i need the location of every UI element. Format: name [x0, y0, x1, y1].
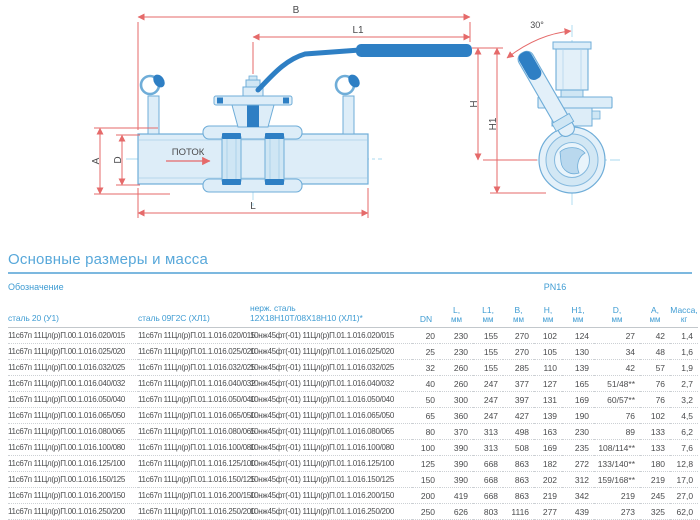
- value-cell: 219: [534, 488, 562, 504]
- valve-drawing-svg: [0, 0, 700, 248]
- value-cell: 133/140**: [594, 456, 640, 472]
- lifting-eye-right: [336, 72, 362, 134]
- value-cell: 80: [412, 424, 440, 440]
- value-cell: 260: [440, 376, 473, 392]
- value-cell: 27: [594, 328, 640, 344]
- designation-cell: 11с67п 11Цл(р)П.01.1.016.080/065: [138, 424, 250, 440]
- designation-cell: 11с67п 11Цл(р)П.00.1.016.020/015: [8, 328, 138, 344]
- value-cell: 1116: [503, 504, 534, 520]
- designation-cell: 11с67п 11Цл(р)П.01.1.016.025/020: [138, 344, 250, 360]
- designation-cell: 11с67п 11Цл(р)П.01.1.016.032/025: [138, 360, 250, 376]
- value-cell: 110: [534, 360, 562, 376]
- value-cell: 668: [473, 472, 503, 488]
- dimensions-table-section: [0, 251, 700, 520]
- value-cell: 60/57**: [594, 392, 640, 408]
- designation-cell: 11с67п 11Цл(р)П.01.1.016.250/200: [138, 504, 250, 520]
- value-cell: 200: [412, 488, 440, 504]
- table-row: [8, 488, 698, 504]
- col-header-steel09: сталь 09Г2С (ХЛ1): [138, 295, 250, 328]
- col-header-b: B, мм: [503, 295, 534, 328]
- value-cell: 863: [503, 472, 534, 488]
- col-header-steel20: сталь 20 (У1): [8, 295, 138, 328]
- value-cell: 230: [440, 328, 473, 344]
- value-cell: 2,7: [670, 376, 698, 392]
- value-cell: 65: [412, 408, 440, 424]
- dim-label-b: B: [292, 5, 300, 16]
- value-cell: 108/114**: [594, 440, 640, 456]
- col-header-stainless-line2: 12Х18Н10Т/08Х18Н10 (ХЛ1)*: [250, 313, 363, 323]
- designation-cell: 11с67п 11Цл(р)П.00.1.016.100/080: [8, 440, 138, 456]
- col-header-d: D, мм: [594, 295, 640, 328]
- designation-cell: 11с67п 11Цл(р)П.01.1.016.050/040: [138, 392, 250, 408]
- designation-cell: 10нж45фт(-01) 11Цл(р)П.01.1.016.150/125: [250, 472, 412, 488]
- value-cell: 390: [440, 472, 473, 488]
- value-cell: 76: [640, 376, 670, 392]
- handle-vertical-cap: [553, 42, 591, 49]
- value-cell: 62,0: [670, 504, 698, 520]
- table-row: [8, 408, 698, 424]
- pn-group-header: PN16: [543, 282, 567, 292]
- value-cell: 219: [594, 488, 640, 504]
- designation-cell: 11с67п 11Цл(р)П.01.1.016.200/150: [138, 488, 250, 504]
- flow-label: ПОТОК: [171, 147, 205, 158]
- value-cell: 133: [640, 440, 670, 456]
- value-cell: 803: [473, 504, 503, 520]
- value-cell: 250: [412, 504, 440, 520]
- designation-cell: 11с67п 11Цл(р)П.00.1.016.250/200: [8, 504, 138, 520]
- value-cell: 247: [473, 408, 503, 424]
- value-cell: 6,2: [670, 424, 698, 440]
- value-cell: 155: [473, 344, 503, 360]
- value-cell: 863: [503, 456, 534, 472]
- value-cell: 626: [440, 504, 473, 520]
- table-row: [8, 504, 698, 520]
- handle-grip: [356, 44, 472, 57]
- designation-cell: 11с67п 11Цл(р)П.00.1.016.065/050: [8, 408, 138, 424]
- value-cell: 202: [534, 472, 562, 488]
- value-cell: 7,6: [670, 440, 698, 456]
- designation-cell: 10нж45фт(-01) 11Цл(р)П.01.1.016.032/025: [250, 360, 412, 376]
- table-row: [8, 376, 698, 392]
- table-row: [8, 472, 698, 488]
- col-header-h1: H1, мм: [562, 295, 594, 328]
- value-cell: 390: [440, 440, 473, 456]
- value-cell: 180: [640, 456, 670, 472]
- designation-cell: 10нж45фт(-01) 11Цл(р)П.01.1.016.065/050: [250, 408, 412, 424]
- designation-cell: 10нж45фт(-01) 11Цл(р)П.01.1.016.250/200: [250, 504, 412, 520]
- value-cell: 182: [534, 456, 562, 472]
- value-cell: 668: [473, 488, 503, 504]
- dim-label-h1: H1: [488, 117, 499, 131]
- value-cell: 139: [534, 408, 562, 424]
- value-cell: 48: [640, 344, 670, 360]
- body-cap-top: [203, 126, 302, 139]
- col-header-h: H, мм: [534, 295, 562, 328]
- value-cell: 159/168**: [594, 472, 640, 488]
- designation-cell: 11с67п 11Цл(р)П.01.1.016.100/080: [138, 440, 250, 456]
- value-cell: 133: [640, 424, 670, 440]
- column-header-row: [8, 295, 698, 328]
- value-cell: 76: [640, 392, 670, 408]
- front-view: [126, 44, 472, 206]
- designation-cell: 10нж45фт(-01) 11Цл(р)П.01.1.016.040/032: [250, 376, 412, 392]
- value-cell: 125: [412, 456, 440, 472]
- value-cell: 57: [640, 360, 670, 376]
- dim-label-a: A: [91, 157, 102, 165]
- value-cell: 124: [562, 328, 594, 344]
- value-cell: 508: [503, 440, 534, 456]
- table-row: [8, 456, 698, 472]
- col-header-stainless: [250, 295, 412, 328]
- dim-label-d: D: [113, 156, 124, 164]
- designation-cell: 10нж45фт(-01) 11Цл(р)П.01.1.016.125/100: [250, 456, 412, 472]
- value-cell: 130: [562, 344, 594, 360]
- side-view: [514, 25, 620, 208]
- value-cell: 100: [412, 440, 440, 456]
- value-cell: 277: [534, 504, 562, 520]
- value-cell: 50: [412, 392, 440, 408]
- designation-cell: 10нж45фт(-01) 11Цл(р)П.01.1.016.050/040: [250, 392, 412, 408]
- designation-cell: 10нж45фт(-01) 11Цл(р)П.01.1.016.020/015: [250, 328, 412, 344]
- stem-nut: [561, 90, 583, 97]
- value-cell: 34: [594, 344, 640, 360]
- value-cell: 169: [534, 440, 562, 456]
- value-cell: 150: [412, 472, 440, 488]
- valve-technical-drawing: [0, 0, 700, 248]
- col-header-a: A, мм: [640, 295, 670, 328]
- value-cell: 270: [503, 328, 534, 344]
- value-cell: 131: [534, 392, 562, 408]
- group-header-row: [8, 275, 698, 295]
- designation-cell: 11с67п 11Цл(р)П.00.1.016.032/025: [8, 360, 138, 376]
- value-cell: 342: [562, 488, 594, 504]
- dim-label-h: H: [469, 100, 480, 108]
- value-cell: 76: [594, 408, 640, 424]
- value-cell: 32: [412, 360, 440, 376]
- value-cell: 155: [473, 328, 503, 344]
- value-cell: 397: [503, 392, 534, 408]
- designation-cell: 11с67п 11Цл(р)П.00.1.016.125/100: [8, 456, 138, 472]
- value-cell: 102: [640, 408, 670, 424]
- table-row: [8, 360, 698, 376]
- bonnet-bolt: [592, 111, 600, 119]
- value-cell: 270: [503, 344, 534, 360]
- bolt-column-left: [222, 133, 241, 185]
- designation-group-header: Обозначение: [8, 282, 64, 292]
- value-cell: 89: [594, 424, 640, 440]
- col-header-l1: L1, мм: [473, 295, 503, 328]
- value-cell: 235: [562, 440, 594, 456]
- value-cell: 419: [440, 488, 473, 504]
- value-cell: 370: [440, 424, 473, 440]
- value-cell: 245: [640, 488, 670, 504]
- designation-cell: 10нж45фт(-01) 11Цл(р)П.01.1.016.080/065: [250, 424, 412, 440]
- value-cell: 325: [640, 504, 670, 520]
- value-cell: 155: [473, 360, 503, 376]
- stem-assembly: [214, 76, 292, 127]
- table-row: [8, 392, 698, 408]
- value-cell: 498: [503, 424, 534, 440]
- value-cell: 247: [473, 392, 503, 408]
- col-header-stainless-line1: нерж. сталь: [250, 303, 296, 313]
- value-cell: 427: [503, 408, 534, 424]
- value-cell: 51/48**: [594, 376, 640, 392]
- value-cell: 139: [562, 360, 594, 376]
- value-cell: 285: [503, 360, 534, 376]
- value-cell: 165: [562, 376, 594, 392]
- designation-cell: 11с67п 11Цл(р)П.01.1.016.040/032: [138, 376, 250, 392]
- value-cell: 230: [562, 424, 594, 440]
- value-cell: 4,5: [670, 408, 698, 424]
- designation-cell: 10нж45фт(-01) 11Цл(р)П.01.1.016.100/080: [250, 440, 412, 456]
- value-cell: 163: [534, 424, 562, 440]
- value-cell: 20: [412, 328, 440, 344]
- dimensions-table: [8, 275, 698, 520]
- value-cell: 300: [440, 392, 473, 408]
- designation-cell: 11с67п 11Цл(р)П.00.1.016.025/020: [8, 344, 138, 360]
- value-cell: 377: [503, 376, 534, 392]
- col-header-dn: DN: [412, 295, 440, 328]
- designation-cell: 11с67п 11Цл(р)П.00.1.016.040/032: [8, 376, 138, 392]
- value-cell: 12,8: [670, 456, 698, 472]
- section-title: Основные размеры и масса: [8, 251, 209, 268]
- value-cell: 863: [503, 488, 534, 504]
- value-cell: 273: [594, 504, 640, 520]
- value-cell: 1,9: [670, 360, 698, 376]
- value-cell: 169: [562, 392, 594, 408]
- value-cell: 190: [562, 408, 594, 424]
- designation-cell: 10нж45фт(-01) 11Цл(р)П.01.1.016.025/020: [250, 344, 412, 360]
- value-cell: 17,0: [670, 472, 698, 488]
- title-rule: [8, 272, 692, 274]
- dim-label-l1: L1: [352, 25, 364, 36]
- value-cell: 25: [412, 344, 440, 360]
- body-cap-bottom: [203, 179, 302, 192]
- dim-label-l: L: [250, 201, 256, 212]
- col-header-mass: Масса, кг: [670, 295, 698, 328]
- designation-cell: 11с67п 11Цл(р)П.00.1.016.200/150: [8, 488, 138, 504]
- value-cell: 247: [473, 376, 503, 392]
- value-cell: 3,2: [670, 392, 698, 408]
- designation-cell: 11с67п 11Цл(р)П.00.1.016.080/065: [8, 424, 138, 440]
- designation-cell: 11с67п 11Цл(р)П.00.1.016.050/040: [8, 392, 138, 408]
- designation-cell: 10нж45фт(-01) 11Цл(р)П.01.1.016.200/150: [250, 488, 412, 504]
- designation-cell: 11с67п 11Цл(р)П.00.1.016.150/125: [8, 472, 138, 488]
- value-cell: 102: [534, 328, 562, 344]
- handle-lever: [258, 50, 360, 90]
- handle-vertical-position: [556, 46, 588, 90]
- table-row: [8, 440, 698, 456]
- value-cell: 260: [440, 360, 473, 376]
- col-header-l: L, мм: [440, 295, 473, 328]
- lifting-eye-left: [141, 72, 167, 134]
- value-cell: 313: [473, 424, 503, 440]
- value-cell: 439: [562, 504, 594, 520]
- designation-cell: 11с67п 11Цл(р)П.01.1.016.150/125: [138, 472, 250, 488]
- value-cell: 42: [640, 328, 670, 344]
- value-cell: 105: [534, 344, 562, 360]
- value-cell: 313: [473, 440, 503, 456]
- pipe-body: [138, 134, 368, 184]
- value-cell: 40: [412, 376, 440, 392]
- table-row: [8, 344, 698, 360]
- dimension-lines: [94, 17, 571, 218]
- value-cell: 1,6: [670, 344, 698, 360]
- value-cell: 360: [440, 408, 473, 424]
- dim-label-angle: 30°: [530, 20, 544, 30]
- value-cell: 390: [440, 456, 473, 472]
- value-cell: 312: [562, 472, 594, 488]
- value-cell: 230: [440, 344, 473, 360]
- value-cell: 668: [473, 456, 503, 472]
- designation-cell: 11с67п 11Цл(р)П.01.1.016.020/015: [138, 328, 250, 344]
- value-cell: 219: [640, 472, 670, 488]
- value-cell: 272: [562, 456, 594, 472]
- value-cell: 42: [594, 360, 640, 376]
- value-cell: 1,4: [670, 328, 698, 344]
- table-row: [8, 424, 698, 440]
- designation-cell: 11с67п 11Цл(р)П.01.1.016.125/100: [138, 456, 250, 472]
- table-row: [8, 328, 698, 344]
- value-cell: 127: [534, 376, 562, 392]
- designation-cell: 11с67п 11Цл(р)П.01.1.016.065/050: [138, 408, 250, 424]
- bolt-column-right: [265, 133, 284, 185]
- value-cell: 27,0: [670, 488, 698, 504]
